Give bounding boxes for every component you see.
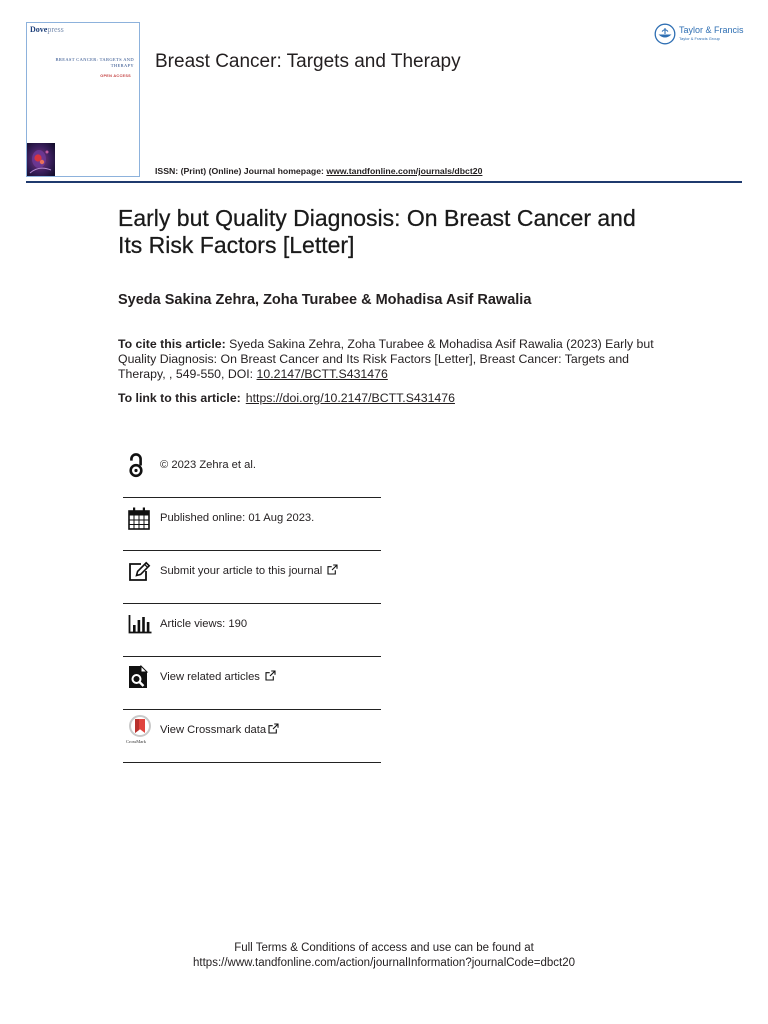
bar-chart-icon bbox=[128, 614, 152, 634]
article-title-line-2: Its Risk Factors [Letter] bbox=[118, 232, 355, 258]
cover-open-access-label: OPEN ACCESS bbox=[100, 74, 131, 78]
article-info-list bbox=[123, 445, 381, 763]
info-row-copyright bbox=[123, 445, 381, 498]
publisher-name: Taylor & Francis bbox=[679, 25, 744, 35]
article-views-link[interactable]: Article views: 190 bbox=[160, 618, 248, 630]
open-access-icon bbox=[128, 452, 144, 478]
link-label: To link to this article: bbox=[118, 391, 241, 405]
crossmark-data-link[interactable]: View Crossmark data bbox=[160, 723, 279, 737]
crossmark-logo bbox=[128, 715, 152, 745]
cite-line-3: Therapy, , 549-550, DOI: bbox=[118, 367, 254, 381]
submit-article-link[interactable]: Submit your article to this journal bbox=[160, 564, 338, 578]
article-title bbox=[118, 205, 636, 259]
article-link-line bbox=[118, 391, 455, 406]
citation-block bbox=[118, 337, 654, 382]
cite-doi-link[interactable]: 10.2147/BCTT.S431476 bbox=[256, 367, 388, 381]
cover-publisher-brand bbox=[30, 25, 64, 35]
cover-title-line-1: BREAST CANCER: TARGETS AND bbox=[55, 57, 134, 62]
search-document-icon bbox=[128, 665, 148, 689]
issn-text: ISSN: (Print) (Online) Journal homepage: bbox=[155, 166, 324, 176]
published-online-text: Published online: 01 Aug 2023. bbox=[160, 512, 315, 524]
related-articles-link[interactable]: View related articles bbox=[160, 670, 276, 684]
cover-title-line-2: THERAPY bbox=[110, 63, 134, 68]
article-title-line-1: Early but Quality Diagnosis: On Breast Cancer and bbox=[118, 205, 636, 231]
crossmark-icon bbox=[128, 715, 152, 739]
issn-line bbox=[155, 166, 482, 177]
info-row-related bbox=[123, 657, 381, 710]
calendar-icon bbox=[128, 507, 150, 530]
journal-homepage-link[interactable]: www.tandfonline.com/journals/dbct20 bbox=[326, 166, 483, 176]
edit-icon bbox=[128, 561, 151, 581]
cite-label: To cite this article: bbox=[118, 337, 226, 351]
footer-terms-text: Full Terms & Conditions of access and use can be found at bbox=[234, 942, 534, 954]
taylor-francis-logo-icon bbox=[654, 23, 676, 45]
cover-image bbox=[27, 143, 55, 176]
article-doi-url-link[interactable]: https://doi.org/10.2147/BCTT.S431476 bbox=[245, 391, 455, 405]
copyright-text: © 2023 Zehra et al. bbox=[160, 459, 256, 471]
info-row-submit bbox=[123, 551, 381, 604]
external-link-icon bbox=[268, 723, 279, 734]
info-row-crossmark bbox=[123, 710, 381, 763]
article-authors: Syeda Sakina Zehra, Zoha Turabee & Mohadisa Asif Rawalia bbox=[118, 292, 532, 308]
external-link-icon bbox=[265, 670, 276, 681]
external-link-icon bbox=[327, 564, 338, 575]
publisher-group: Taylor & Francis Group bbox=[679, 36, 720, 41]
journal-cover-thumbnail bbox=[26, 22, 140, 177]
info-row-published bbox=[123, 498, 381, 551]
cite-line-1: Syeda Sakina Zehra, Zoha Turabee & Mohadisa Asif Rawalia (2023) Early but bbox=[229, 337, 654, 351]
info-row-views bbox=[123, 604, 381, 657]
cover-brand-bold: Dove bbox=[30, 25, 48, 34]
cover-brand-rest: press bbox=[47, 25, 64, 34]
publisher-logo bbox=[654, 23, 746, 47]
cite-line-2: Quality Diagnosis: On Breast Cancer and Its Risk Factors [Letter], Breast Cancer: Targets and bbox=[118, 352, 629, 366]
header-divider bbox=[26, 181, 742, 183]
terms-footer bbox=[0, 941, 768, 971]
crossmark-logo-text: CrossMark bbox=[126, 739, 146, 744]
footer-terms-url[interactable]: https://www.tandfonline.com/action/journalInformation?journalCode=dbct20 bbox=[193, 957, 575, 969]
journal-title: Breast Cancer: Targets and Therapy bbox=[155, 51, 461, 72]
